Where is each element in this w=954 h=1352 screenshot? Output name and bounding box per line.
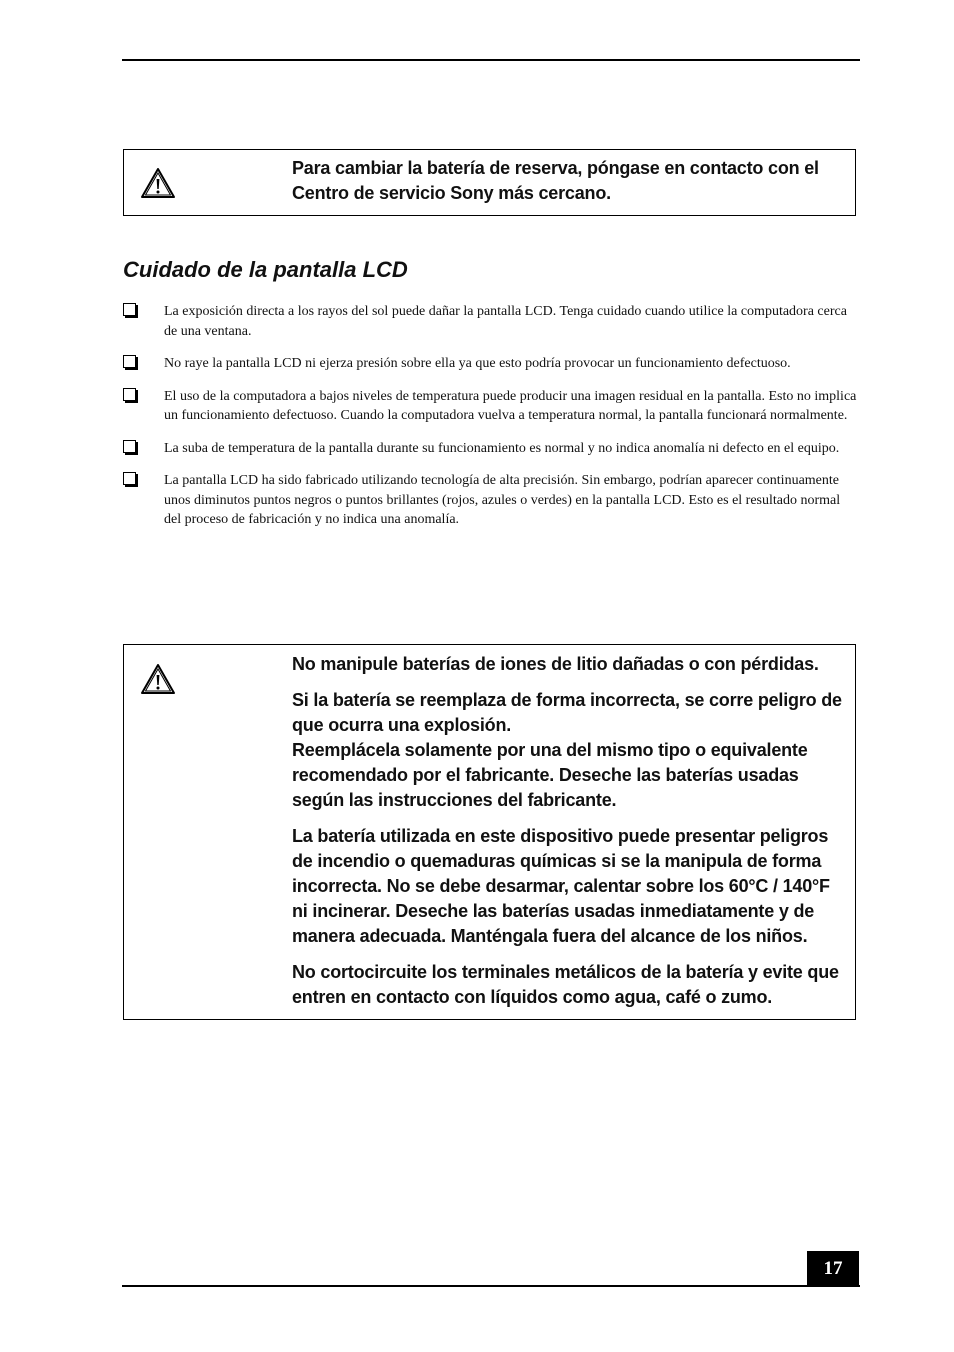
warning-box-battery-safety [123, 644, 856, 1020]
list-item [123, 439, 858, 459]
warning-text [292, 652, 847, 1010]
page-number: 17 [807, 1251, 859, 1286]
warning-text [292, 156, 847, 206]
list-item-text: No raye la pantalla LCD ni ejerza presión sobre ella ya que esto podría provocar un funcionamiento defectuoso. [164, 356, 791, 371]
list-item [123, 471, 858, 530]
list-item [123, 387, 858, 426]
section-title: Cuidado de la pantalla LCD [123, 257, 408, 282]
warning-paragraph: Para cambiar la batería de reserva, póngase en contacto con el Centro de servicio Sony más cercano. [292, 158, 819, 203]
list-item-text: El uso de la computadora a bajos niveles de temperatura puede producir una imagen residual en la pantalla. Esto no implica un funcionamiento defectuoso. Cuando la computadora vuelva a temperatura normal, la pantalla funcionará normalmente. [164, 388, 857, 423]
warning-paragraph: Si la batería se reemplaza de forma incorrecta, se corre peligro de que ocurra una explosión. Reemplácela solamente por una del mismo tipo o equivalente recomendado por el fabricante. Deseche las baterías usadas según las instrucciones del fabricante. [292, 690, 842, 810]
list-item-text: La pantalla LCD ha sido fabricado utilizando tecnología de alta precisión. Sin embargo, podrían aparecer continuamente unos diminutos puntos negros o puntos brillantes (rojos, azules o verdes) en la pantalla LCD. Esto es el resultado normal del proceso de fabricación y no indica una anomalía. [164, 473, 841, 527]
checkbox-bullet-icon [123, 440, 136, 453]
warning-box-backup-battery [123, 149, 856, 216]
warning-triangle-icon [140, 663, 176, 695]
checkbox-bullet-icon [123, 355, 136, 368]
list-item-text: La suba de temperatura de la pantalla durante su funcionamiento es normal y no indica anomalía ni defecto en el equipo. [164, 440, 840, 456]
checkbox-bullet-icon [123, 472, 136, 485]
list-item [123, 354, 858, 374]
list-item-text: La exposición directa a los rayos del sol puede dañar la pantalla LCD. Tenga cuidado cuando utilice la computadora cerca de una ventana. [164, 304, 847, 339]
warning-triangle-icon [140, 167, 176, 199]
lcd-care-list [123, 302, 858, 543]
list-item [123, 302, 858, 341]
warning-paragraph: La batería utilizada en este dispositivo puede presentar peligros de incendio o quemaduras químicas si se la manipula de forma incorrecta. No se debe desarmar, calentar sobre los 60°C / 140°F ni incinerar. Deseche las baterías usadas inmediatamente y de manera adecuada. Manténgala fuera del alcance de los niños. [292, 826, 830, 946]
warning-paragraph: No manipule baterías de iones de litio dañadas o con pérdidas. [292, 654, 819, 674]
checkbox-bullet-icon [123, 303, 136, 316]
footer-rule [122, 1285, 860, 1287]
warning-paragraph: No cortocircuite los terminales metálicos de la batería y evite que entren en contacto con líquidos como agua, café o zumo. [292, 962, 839, 1007]
header-rule [122, 59, 860, 61]
checkbox-bullet-icon [123, 388, 136, 401]
